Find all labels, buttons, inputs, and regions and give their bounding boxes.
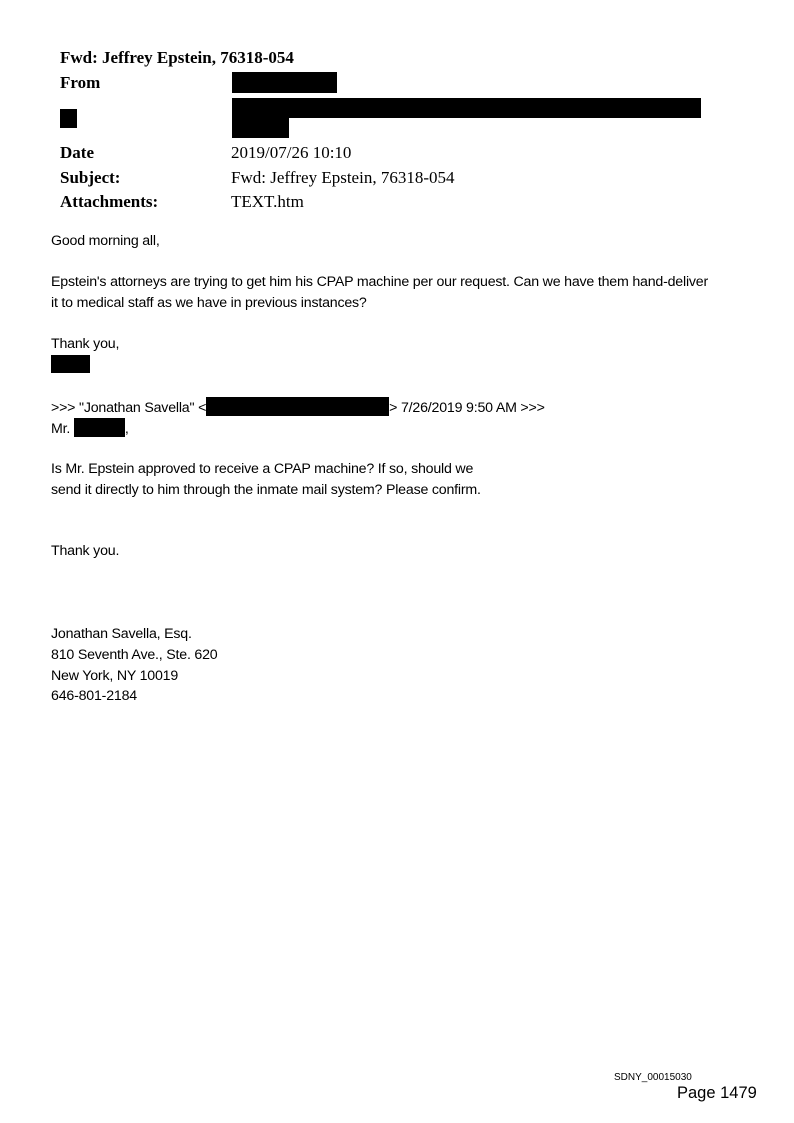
redacted-recipients-cont [232, 118, 289, 138]
redacted-label [60, 109, 77, 128]
subject-value: Fwd: Jeffrey Epstein, 76318-054 [231, 168, 455, 187]
date-value: 2019/07/26 10:10 [231, 143, 352, 162]
redacted-signature [51, 355, 90, 373]
email-title: Fwd: Jeffrey Epstein, 76318-054 [60, 48, 294, 67]
signature-phone: 646-801-2184 [51, 688, 137, 704]
redacted-name [74, 418, 125, 437]
redacted-email [206, 397, 389, 416]
signature-address-1: 810 Seventh Ave., Ste. 620 [51, 647, 218, 663]
paragraph-line: Epstein's attorneys are trying to get him his CPAP machine per our request. Can we have them hand-deliver [51, 274, 709, 290]
salutation [51, 418, 129, 439]
thanks-line: Thank you, [51, 336, 120, 352]
subject-label: Subject: [60, 168, 121, 187]
redacted-recipients [232, 98, 701, 118]
question-line: send it directly to him through the inmate mail system? Please confirm. [51, 482, 481, 498]
quote-suffix: > 7/26/2019 9:50 AM >>> [389, 400, 545, 416]
redacted-from [232, 72, 337, 93]
bates-number: SDNY_00015030 [614, 1072, 692, 1083]
attachments-value: TEXT.htm [231, 192, 304, 211]
paragraph-line: it to medical staff as we have in previous instances? [51, 295, 367, 311]
salutation-prefix: Mr. [51, 421, 71, 437]
attachments-label: Attachments: [60, 192, 159, 211]
question-line: Is Mr. Epstein approved to receive a CPAP machine? If so, should we [51, 461, 474, 477]
thanks-line-2: Thank you. [51, 543, 120, 559]
page-number: Page 1479 [677, 1084, 757, 1102]
signature-name: Jonathan Savella, Esq. [51, 626, 192, 642]
signature-address-2: New York, NY 10019 [51, 668, 179, 684]
from-label: From [60, 73, 101, 92]
salutation-suffix: , [124, 421, 129, 437]
greeting: Good morning all, [51, 233, 160, 249]
quote-header [51, 397, 545, 418]
quote-prefix: >>> "Jonathan Savella" < [51, 400, 207, 416]
date-label: Date [60, 143, 94, 162]
